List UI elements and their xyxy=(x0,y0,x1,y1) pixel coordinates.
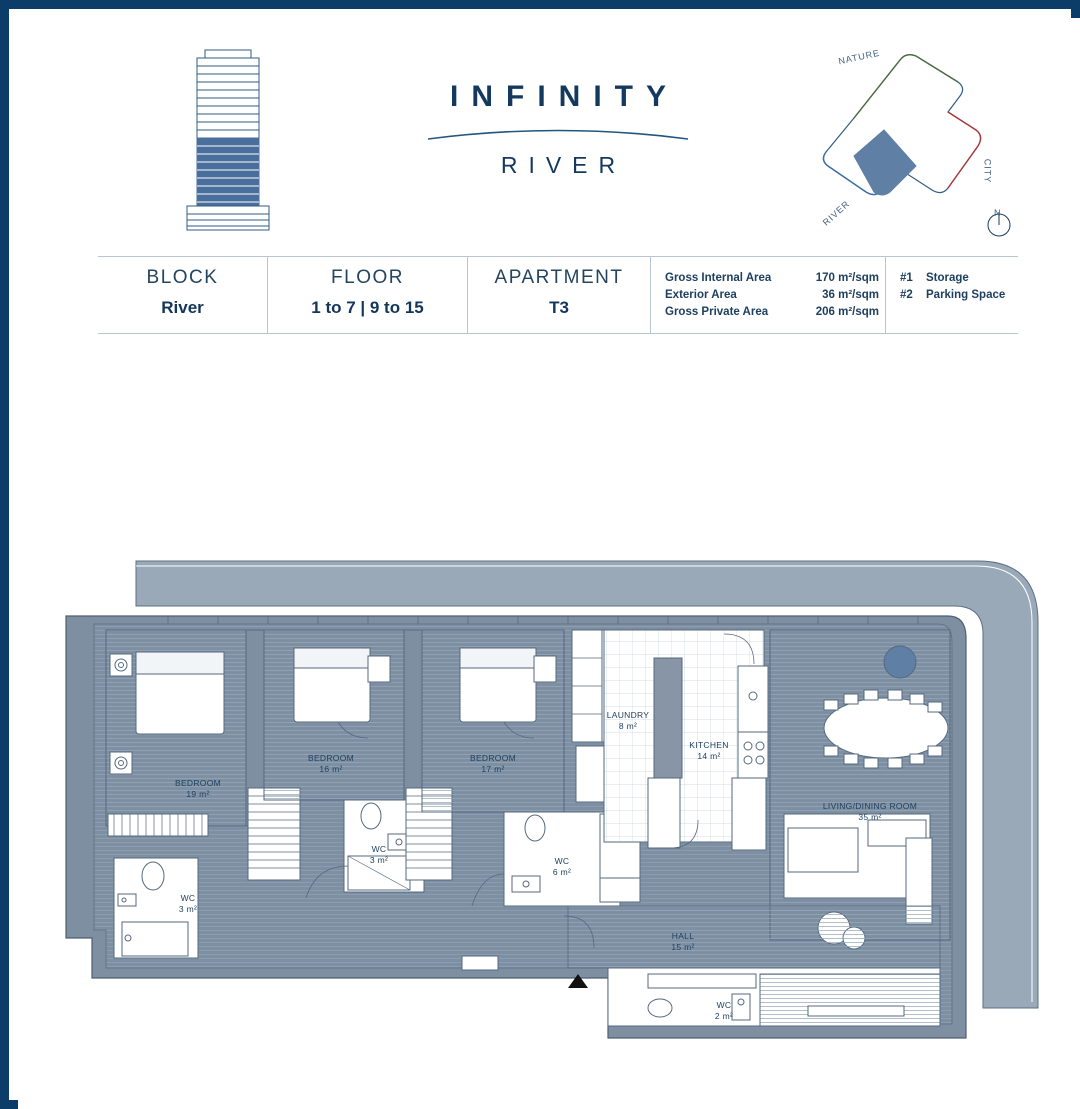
legend-tag: #2 xyxy=(900,289,913,301)
room-area: 19 m² xyxy=(186,789,210,799)
legend-row xyxy=(900,287,1018,304)
room-area: 16 m² xyxy=(319,764,343,774)
room-area: 2 m² xyxy=(714,1011,734,1021)
brand-name: INFINITY xyxy=(450,80,679,113)
room-label-wc-4 xyxy=(689,1000,759,1022)
area-value: 206 m²/sqm xyxy=(815,306,879,318)
info-areas xyxy=(651,257,886,333)
brand-block xyxy=(348,80,768,179)
room-name: WC xyxy=(371,844,387,854)
legend-tag: #1 xyxy=(900,272,913,284)
brand-divider xyxy=(428,128,688,142)
room-label-wc-3 xyxy=(527,856,597,878)
block-label: BLOCK xyxy=(146,267,219,288)
info-bar xyxy=(98,256,1018,334)
area-row xyxy=(665,304,885,321)
key-plan xyxy=(798,38,1038,248)
info-apartment xyxy=(468,257,651,333)
room-label-bedroom-2 xyxy=(291,753,371,775)
area-row xyxy=(665,270,885,287)
room-label-kitchen xyxy=(669,740,749,762)
room-area: 15 m² xyxy=(671,942,695,952)
room-name: BEDROOM xyxy=(469,753,517,763)
legend-row xyxy=(900,270,1018,287)
room-name: BEDROOM xyxy=(307,753,355,763)
legend-label: Storage xyxy=(926,272,969,284)
north-label: N xyxy=(994,208,1002,218)
area-name: Gross Private Area xyxy=(665,306,769,318)
keyplan-label-city: CITY xyxy=(982,158,993,184)
floor-value: 1 to 7 | 9 to 15 xyxy=(311,298,424,317)
room-label-wc-2 xyxy=(344,844,414,866)
room-label-hall xyxy=(648,931,718,953)
info-floor xyxy=(268,257,468,333)
legend-label: Parking Space xyxy=(926,289,1006,301)
room-name: WC xyxy=(554,856,570,866)
room-name: LAUNDRY xyxy=(606,710,650,720)
floor-plan-drawing xyxy=(48,538,1058,1068)
sheet-inner xyxy=(18,18,1080,1109)
room-area: 3 m² xyxy=(178,904,198,914)
room-area: 8 m² xyxy=(618,721,638,731)
room-area: 35 m² xyxy=(858,812,882,822)
area-name: Gross Internal Area xyxy=(665,272,772,284)
area-value: 170 m²/sqm xyxy=(815,272,879,284)
tower-logo xyxy=(183,44,273,234)
room-area: 14 m² xyxy=(697,751,721,761)
room-label-bedroom-3 xyxy=(453,753,533,775)
room-name: HALL xyxy=(671,931,695,941)
room-area: 17 m² xyxy=(481,764,505,774)
area-value: 36 m²/sqm xyxy=(822,289,879,301)
room-name: WC xyxy=(716,1000,732,1010)
room-name: WC xyxy=(180,893,196,903)
room-area: 3 m² xyxy=(369,855,389,865)
room-name: LIVING/DINING ROOM xyxy=(822,801,918,811)
room-area: 6 m² xyxy=(552,867,572,877)
floor-label: FLOOR xyxy=(331,267,404,288)
keyplan-label-river: RIVER xyxy=(820,198,852,228)
area-row xyxy=(665,287,885,304)
room-label-laundry xyxy=(588,710,668,732)
block-value: River xyxy=(161,298,204,317)
info-block xyxy=(98,257,268,333)
room-label-bedroom-1 xyxy=(158,778,238,800)
room-label-living-dining xyxy=(800,801,940,823)
apartment-value: T3 xyxy=(549,298,569,317)
room-label-wc-1 xyxy=(153,893,223,915)
area-name: Exterior Area xyxy=(665,289,737,301)
apartment-label: APARTMENT xyxy=(494,267,624,288)
brand-subname: RIVER xyxy=(500,152,627,178)
room-name: KITCHEN xyxy=(689,740,729,750)
room-name: BEDROOM xyxy=(174,778,222,788)
keyplan-label-nature: NATURE xyxy=(837,47,881,67)
info-legend xyxy=(886,257,1018,333)
